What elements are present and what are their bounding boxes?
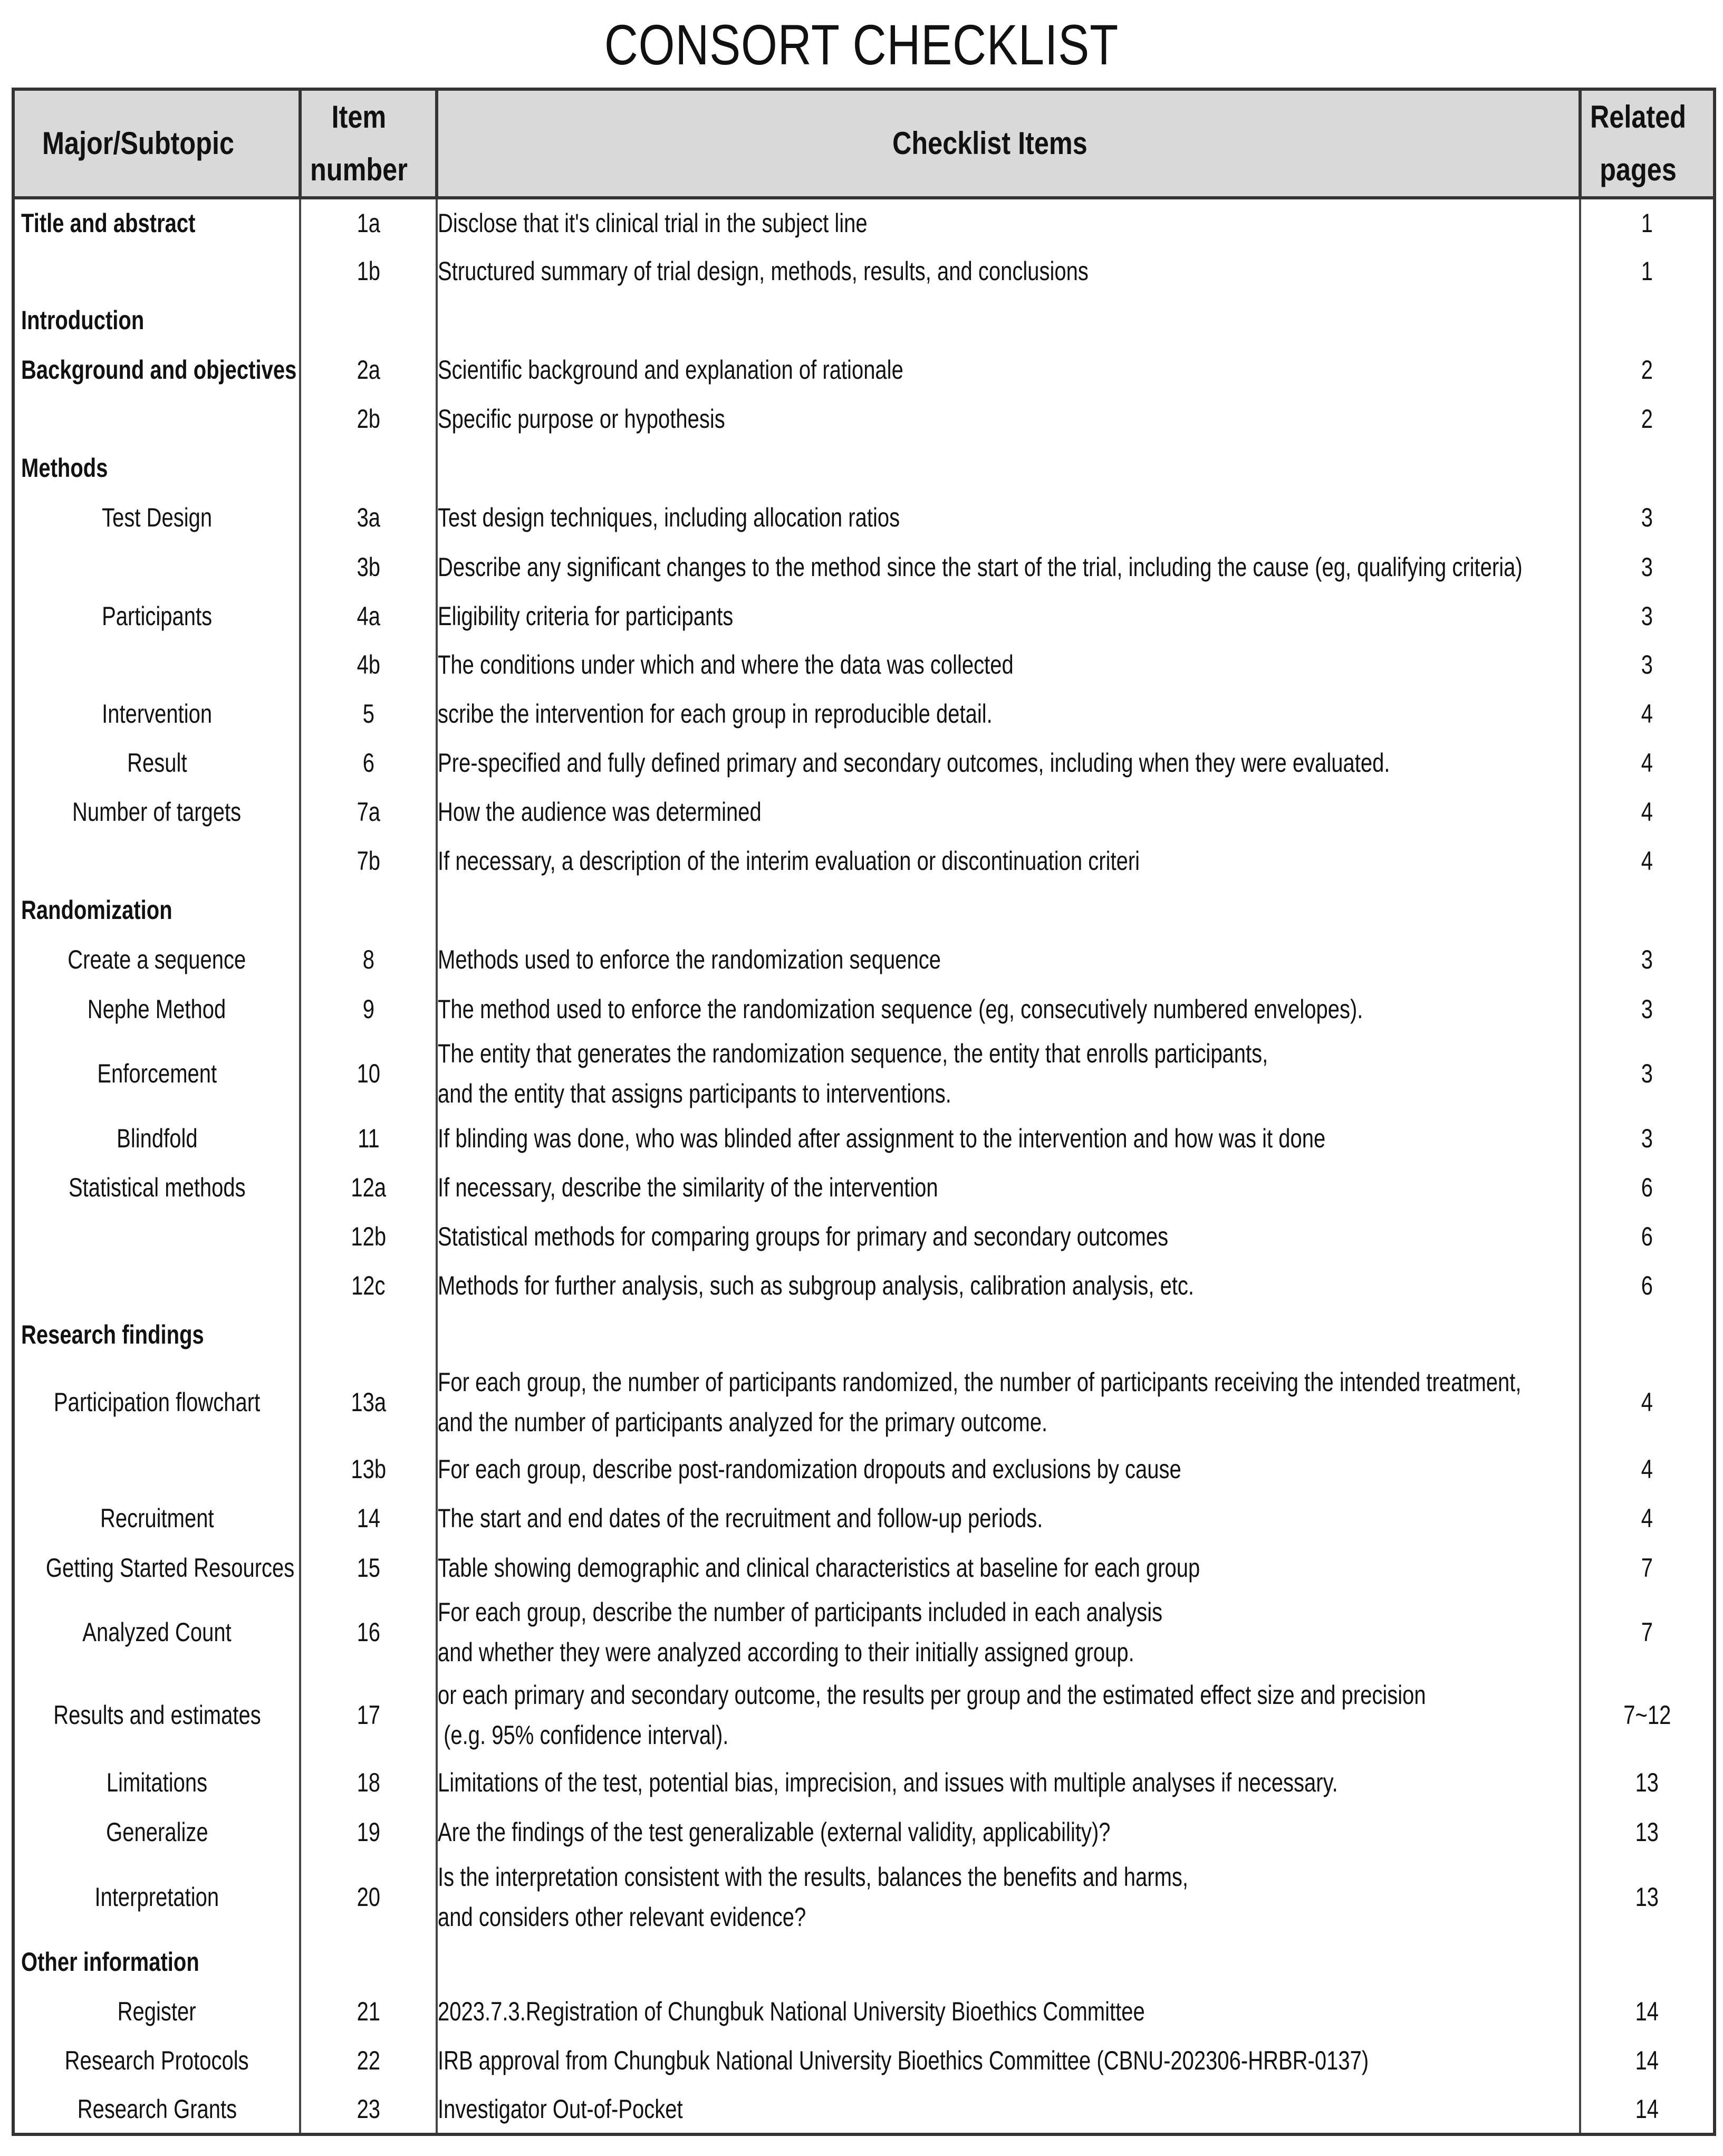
row-checklist-item [437, 1937, 1580, 1987]
table-row [13, 689, 1715, 738]
row-checklist-item: The method used to enforce the randomization sequence (eg, consecutively numbered envelopes). [437, 984, 1580, 1033]
row-item-number: 20 [300, 1857, 437, 1937]
row-checklist-item: Eligibility criteria for participants [437, 591, 1580, 640]
row-related-pages: 4 [1580, 738, 1715, 787]
row-topic: Analyzed Count [13, 1592, 300, 1672]
row-checklist-item [437, 295, 1580, 345]
row-topic: Introduction [13, 295, 300, 345]
row-topic [13, 640, 300, 689]
table-body [13, 198, 1715, 2134]
row-topic: Generalize [13, 1807, 300, 1857]
row-checklist-item: If blinding was done, who was blinded after assignment to the intervention and how was it done [437, 1114, 1580, 1163]
table-row [13, 1114, 1715, 1163]
row-checklist-item: 2023.7.3.Registration of Chungbuk National University Bioethics Committee [437, 1987, 1580, 2036]
row-item-number [300, 885, 437, 935]
row-topic: Register [13, 1987, 300, 2036]
row-topic: Intervention [13, 689, 300, 738]
row-related-pages [1580, 885, 1715, 935]
row-checklist-item: Are the findings of the test generalizable (external validity, applicability)? [437, 1807, 1580, 1857]
row-related-pages: 6 [1580, 1261, 1715, 1310]
row-related-pages: 4 [1580, 1493, 1715, 1543]
row-item-number: 16 [300, 1592, 437, 1672]
row-checklist-item: IRB approval from Chungbuk National University Bioethics Committee (CBNU-202306-HRBR-0137) [437, 2036, 1580, 2085]
row-item-number [300, 443, 437, 493]
row-checklist-item [437, 1310, 1580, 1359]
row-item-number: 12a [300, 1163, 437, 1212]
row-checklist-item [437, 443, 1580, 493]
row-item-number: 19 [300, 1807, 437, 1857]
row-topic: Methods [13, 443, 300, 493]
table-row [13, 935, 1715, 984]
consort-checklist-table [12, 88, 1716, 2136]
row-item-number: 17 [300, 1672, 437, 1757]
row-topic: Background and objectives [13, 345, 300, 395]
row-item-number: 2b [300, 395, 437, 443]
table-row [13, 1033, 1715, 1114]
table-row [13, 1592, 1715, 1672]
row-related-pages: 3 [1580, 493, 1715, 542]
row-topic: Statistical methods [13, 1163, 300, 1212]
row-related-pages: 6 [1580, 1212, 1715, 1261]
row-topic [13, 395, 300, 443]
row-checklist-item: How the audience was determined [437, 787, 1580, 837]
row-checklist-item: If necessary, a description of the interim evaluation or discontinuation criteri [437, 837, 1580, 885]
row-item-number: 12b [300, 1212, 437, 1261]
row-topic: Research findings [13, 1310, 300, 1359]
table-row [13, 1937, 1715, 1987]
row-checklist-item: Statistical methods for comparing groups for primary and secondary outcomes [437, 1212, 1580, 1261]
row-topic: Limitations [13, 1757, 300, 1807]
row-checklist-item: Table showing demographic and clinical characteristics at baseline for each group [437, 1543, 1580, 1592]
row-related-pages: 13 [1580, 1807, 1715, 1857]
row-item-number: 11 [300, 1114, 437, 1163]
table-row [13, 1359, 1715, 1444]
table-row [13, 1672, 1715, 1757]
row-checklist-item: Limitations of the test, potential bias, imprecision, and issues with multiple analyses if necessary. [437, 1757, 1580, 1807]
row-topic: Number of targets [13, 787, 300, 837]
row-related-pages: 1 [1580, 198, 1715, 247]
table-row [13, 1857, 1715, 1937]
row-item-number [300, 1310, 437, 1359]
row-item-number: 22 [300, 2036, 437, 2085]
row-topic [13, 247, 300, 295]
table-row [13, 2036, 1715, 2085]
row-related-pages: 7 [1580, 1543, 1715, 1592]
row-item-number: 9 [300, 984, 437, 1033]
table-row [13, 1807, 1715, 1857]
header-topic: Major/Subtopic [13, 89, 300, 198]
row-item-number: 3a [300, 493, 437, 542]
row-topic: Participants [13, 591, 300, 640]
row-item-number: 5 [300, 689, 437, 738]
row-item-number: 23 [300, 2085, 437, 2134]
row-topic: Title and abstract [13, 198, 300, 247]
row-related-pages: 3 [1580, 1033, 1715, 1114]
row-checklist-item: Pre-specified and fully defined primary and secondary outcomes, including when they were evaluated. [437, 738, 1580, 787]
row-related-pages [1580, 295, 1715, 345]
row-checklist-item: scribe the intervention for each group in reproducible detail. [437, 689, 1580, 738]
row-topic: Other information [13, 1937, 300, 1987]
row-checklist-item: The entity that generates the randomization sequence, the entity that enrolls participants, and the entity that assigns participants to interventions. [437, 1033, 1580, 1114]
row-topic: Enforcement [13, 1033, 300, 1114]
row-topic [13, 1212, 300, 1261]
table-row [13, 1493, 1715, 1543]
row-item-number: 2a [300, 345, 437, 395]
page-title: CONSORT CHECKLIST [604, 13, 1119, 76]
row-related-pages [1580, 1937, 1715, 1987]
row-item-number: 3b [300, 542, 437, 591]
table-row [13, 295, 1715, 345]
row-checklist-item: Disclose that it's clinical trial in the subject line [437, 198, 1580, 247]
row-topic: Participation flowchart [13, 1359, 300, 1444]
table-row [13, 837, 1715, 885]
table-row [13, 198, 1715, 247]
table-row [13, 984, 1715, 1033]
row-topic: Randomization [13, 885, 300, 935]
row-topic: Research Protocols [13, 2036, 300, 2085]
row-related-pages: 3 [1580, 591, 1715, 640]
row-item-number: 1a [300, 198, 437, 247]
row-related-pages: 2 [1580, 395, 1715, 443]
row-related-pages: 14 [1580, 2085, 1715, 2134]
row-item-number: 4b [300, 640, 437, 689]
table-row [13, 2085, 1715, 2134]
row-topic [13, 1444, 300, 1493]
row-related-pages: 3 [1580, 542, 1715, 591]
row-related-pages [1580, 1310, 1715, 1359]
table-row [13, 542, 1715, 591]
row-item-number: 12c [300, 1261, 437, 1310]
row-related-pages: 4 [1580, 1359, 1715, 1444]
table-row [13, 443, 1715, 493]
row-item-number: 6 [300, 738, 437, 787]
row-related-pages [1580, 443, 1715, 493]
row-topic [13, 1261, 300, 1310]
row-checklist-item: Is the interpretation consistent with the results, balances the benefits and harms, and considers other relevant evidence? [437, 1857, 1580, 1937]
table-row [13, 493, 1715, 542]
row-checklist-item: Specific purpose or hypothesis [437, 395, 1580, 443]
row-checklist-item [437, 885, 1580, 935]
row-topic: Blindfold [13, 1114, 300, 1163]
row-related-pages: 6 [1580, 1163, 1715, 1212]
row-related-pages: 4 [1580, 1444, 1715, 1493]
row-topic: Results and estimates [13, 1672, 300, 1757]
row-topic: Getting Started Resources [13, 1543, 300, 1592]
row-checklist-item: The conditions under which and where the data was collected [437, 640, 1580, 689]
row-topic: Interpretation [13, 1857, 300, 1937]
row-topic: Test Design [13, 493, 300, 542]
row-checklist-item: or each primary and secondary outcome, the results per group and the estimated effect size and precision (e.g. 95% confidence interval). [437, 1672, 1580, 1757]
row-item-number [300, 295, 437, 345]
row-checklist-item: Structured summary of trial design, methods, results, and conclusions [437, 247, 1580, 295]
row-topic: Nephe Method [13, 984, 300, 1033]
row-related-pages: 13 [1580, 1857, 1715, 1937]
table-row [13, 1543, 1715, 1592]
row-related-pages: 13 [1580, 1757, 1715, 1807]
row-checklist-item: Describe any significant changes to the method since the start of the trial, including the cause (eg, qualifying criteria) [437, 542, 1580, 591]
row-item-number: 13b [300, 1444, 437, 1493]
row-checklist-item: Methods for further analysis, such as subgroup analysis, calibration analysis, etc. [437, 1261, 1580, 1310]
row-checklist-item: Test design techniques, including allocation ratios [437, 493, 1580, 542]
row-related-pages: 1 [1580, 247, 1715, 295]
row-checklist-item: If necessary, describe the similarity of the intervention [437, 1163, 1580, 1212]
row-item-number: 7b [300, 837, 437, 885]
row-related-pages: 3 [1580, 935, 1715, 984]
row-checklist-item: The start and end dates of the recruitment and follow-up periods. [437, 1493, 1580, 1543]
row-item-number: 4a [300, 591, 437, 640]
table-row [13, 787, 1715, 837]
row-topic: Research Grants [13, 2085, 300, 2134]
row-topic [13, 837, 300, 885]
row-item-number: 10 [300, 1033, 437, 1114]
table-row [13, 591, 1715, 640]
row-related-pages: 14 [1580, 2036, 1715, 2085]
row-checklist-item: For each group, the number of participants randomized, the number of participants receiving the intended treatment, and the number of participants analyzed for the primary outcome. [437, 1359, 1580, 1444]
row-checklist-item: For each group, describe the number of participants included in each analysis and whether they were analyzed according to their initially assigned group. [437, 1592, 1580, 1672]
row-topic: Recruitment [13, 1493, 300, 1543]
row-checklist-item: Investigator Out-of-Pocket [437, 2085, 1580, 2134]
row-checklist-item: Methods used to enforce the randomization sequence [437, 935, 1580, 984]
table-row [13, 247, 1715, 295]
row-related-pages: 14 [1580, 1987, 1715, 2036]
header-related-pages: Related pages [1580, 89, 1715, 198]
row-item-number [300, 1937, 437, 1987]
table-row [13, 738, 1715, 787]
table-row [13, 1212, 1715, 1261]
table-row [13, 640, 1715, 689]
row-related-pages: 3 [1580, 984, 1715, 1033]
row-checklist-item: Scientific background and explanation of rationale [437, 345, 1580, 395]
row-item-number: 15 [300, 1543, 437, 1592]
row-item-number: 13a [300, 1359, 437, 1444]
row-topic [13, 542, 300, 591]
row-topic: Create a sequence [13, 935, 300, 984]
row-checklist-item: For each group, describe post-randomization dropouts and exclusions by cause [437, 1444, 1580, 1493]
table-row [13, 1987, 1715, 2036]
row-related-pages: 4 [1580, 787, 1715, 837]
row-related-pages: 7~12 [1580, 1672, 1715, 1757]
row-item-number: 21 [300, 1987, 437, 2036]
row-topic: Result [13, 738, 300, 787]
table-row [13, 1261, 1715, 1310]
table-row [13, 395, 1715, 443]
row-related-pages: 4 [1580, 837, 1715, 885]
table-row [13, 1310, 1715, 1359]
row-item-number: 7a [300, 787, 437, 837]
table-header-row [13, 89, 1715, 198]
row-related-pages: 3 [1580, 640, 1715, 689]
row-item-number: 14 [300, 1493, 437, 1543]
header-checklist-items: Checklist Items [437, 89, 1580, 198]
row-related-pages: 4 [1580, 689, 1715, 738]
table-row [13, 1444, 1715, 1493]
table-row [13, 1163, 1715, 1212]
table-row [13, 885, 1715, 935]
row-item-number: 18 [300, 1757, 437, 1807]
header-item-number: Item number [300, 89, 437, 198]
row-item-number: 8 [300, 935, 437, 984]
row-item-number: 1b [300, 247, 437, 295]
table-row [13, 1757, 1715, 1807]
table-row [13, 345, 1715, 395]
row-related-pages: 3 [1580, 1114, 1715, 1163]
row-related-pages: 7 [1580, 1592, 1715, 1672]
row-related-pages: 2 [1580, 345, 1715, 395]
